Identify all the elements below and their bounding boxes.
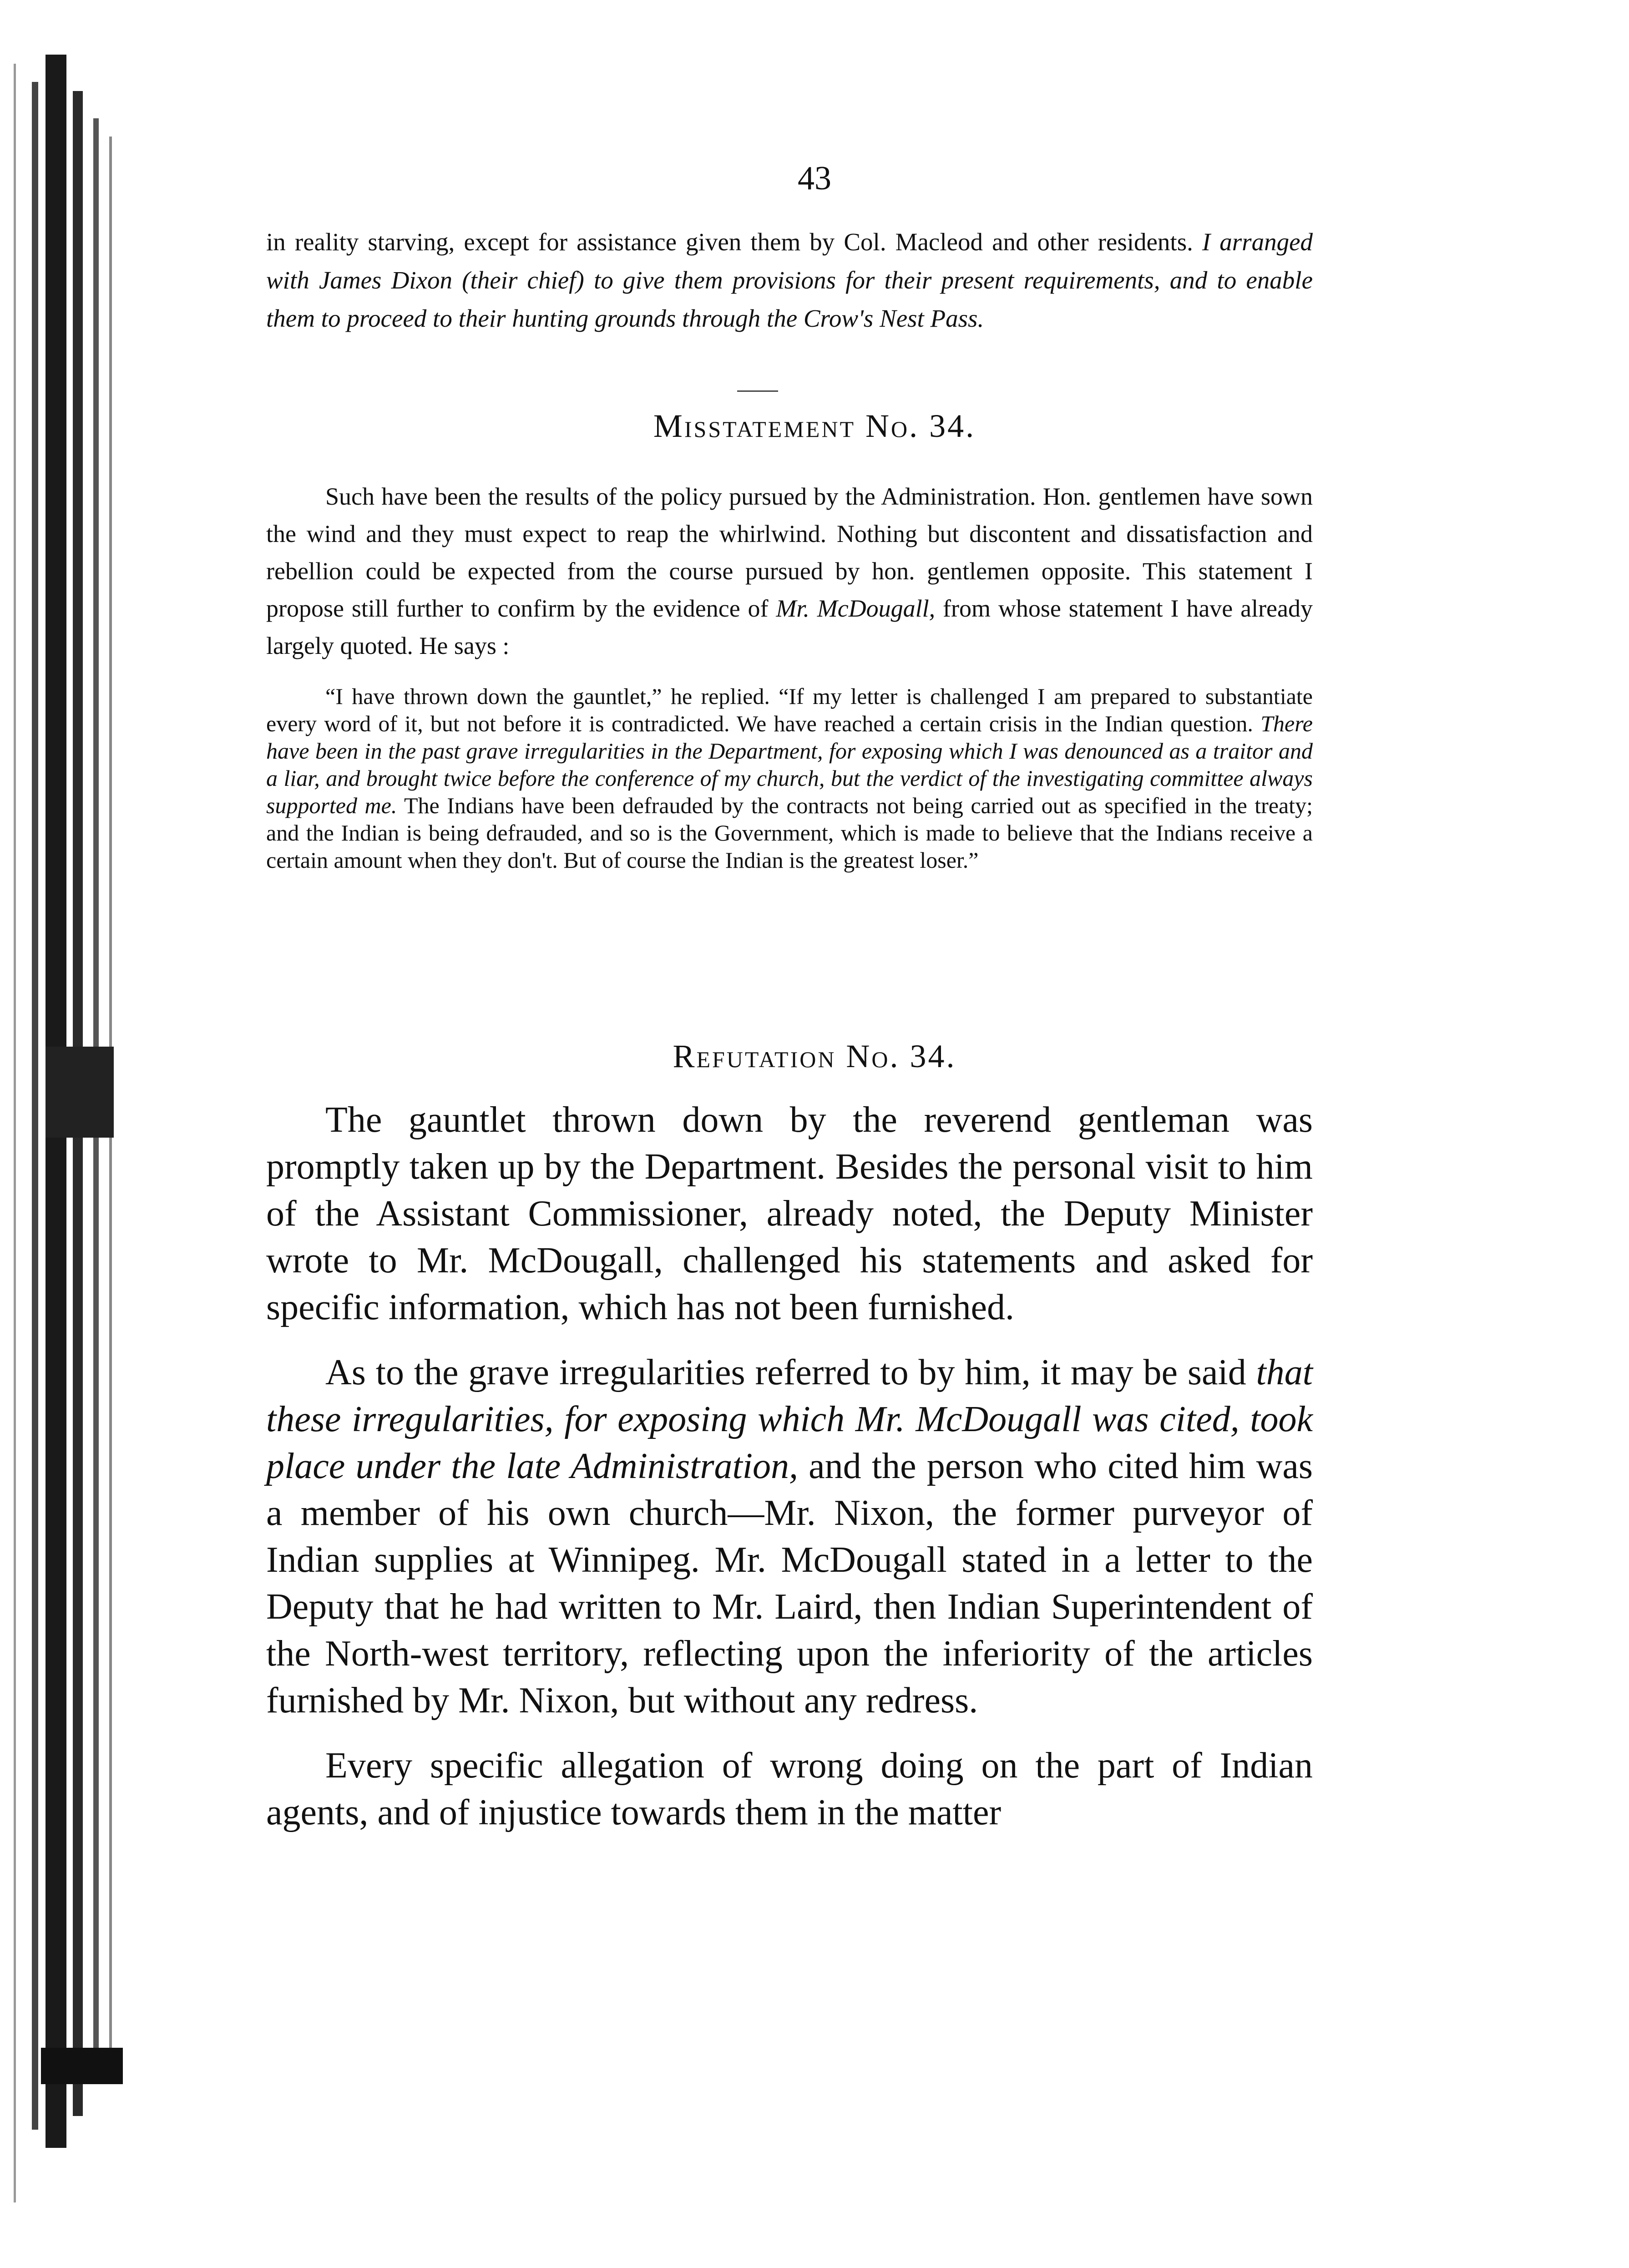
mcdougall-name: Mr. McDougall,	[776, 595, 936, 622]
refutation-text-end: and the person who cited him was a member of his own church—Mr. Nixon, the former purveyor of Indian supplies at Winnipeg. Mr. McDougall stated in a letter to the Deputy that he had written to Mr. Laird, then Indian Superintendent of the North-west territory, reflecting upon the inferiority of the articles furnished by Mr. Nixon, but without any redress.	[266, 1446, 1313, 1721]
refutation-paragraph-3: Every specific allegation of wrong doing on the part of Indian agents, and of injustice towards them in the matter	[266, 1746, 1313, 1833]
misstatement-heading: Misstatement No. 34.	[653, 408, 976, 444]
page-number: 43	[798, 160, 831, 197]
misstatement-text-end: from whose statement I have already largely quoted. He says :	[266, 595, 1313, 659]
quote-italic-text: There have been in the past grave irregularities in the Department, for exposing which I was denounced as a traitor and a liar, and brought twice before the conference of my church, but the verdict of the investigating committee always supported me.	[266, 711, 1313, 818]
intro-paragraph	[266, 223, 1313, 338]
refutation-paragraph-1: The gauntlet thrown down by the reverend gentleman was promptly taken up by the Department. Besides the personal visit to him of the Assistant Commissioner, already noted, the Deputy Minister wrote to Mr. McDougall, challenged his statements and asked for specific information, which has not been furnished.	[266, 1100, 1313, 1327]
refutation-paragraph-2	[266, 1349, 1313, 1724]
refutation-section	[266, 1097, 1313, 1836]
refutation-italic-text: that these irregularities, for exposing which Mr. McDougall was cited, took place under the late Administration,	[266, 1352, 1313, 1486]
intro-italic-text: I arranged with James Dixon (their chief) to give them provisions for their present requirements, and to enable them to proceed to their hunting grounds through the Crow's Nest Pass.	[266, 228, 1313, 332]
refutation-heading: Refutation No. 34.	[673, 1038, 956, 1074]
intro-text: in reality starving, except for assistance given them by Col. Macleod and other residents.	[266, 228, 1202, 256]
mcdougall-quote	[266, 683, 1313, 874]
misstatement-paragraph	[266, 478, 1313, 664]
refutation-text: As to the grave irregularities referred to by him, it may be said	[325, 1352, 1256, 1392]
misstatement-section	[266, 478, 1313, 874]
quote-text-end: The Indians have been defrauded by the contracts not being carried out as specified in the treaty; and the Indian is being defrauded, and so is the Government, which is made to believe that the Indians receive a certain amount when they don't. But of course the Indian is the greatest loser.”	[266, 793, 1313, 873]
misstatement-text: Such have been the results of the policy pursued by the Administration. Hon. gentlemen have sown the wind and they must expect to reap the whirlwind. Nothing but discontent and dissatisfaction and rebellion could be expected from the course pursued by hon. gentlemen opposite. This statement I propose still further to confirm by the evidence of	[266, 483, 1313, 622]
binding-edge-image	[0, 0, 137, 2268]
quote-text: “I have thrown down the gauntlet,” he replied. “If my letter is challenged I am prepared to substantiate every word of it, but not before it is contradicted. We have reached a certain crisis in the Indian question.	[266, 683, 1313, 736]
section-divider	[737, 390, 778, 392]
